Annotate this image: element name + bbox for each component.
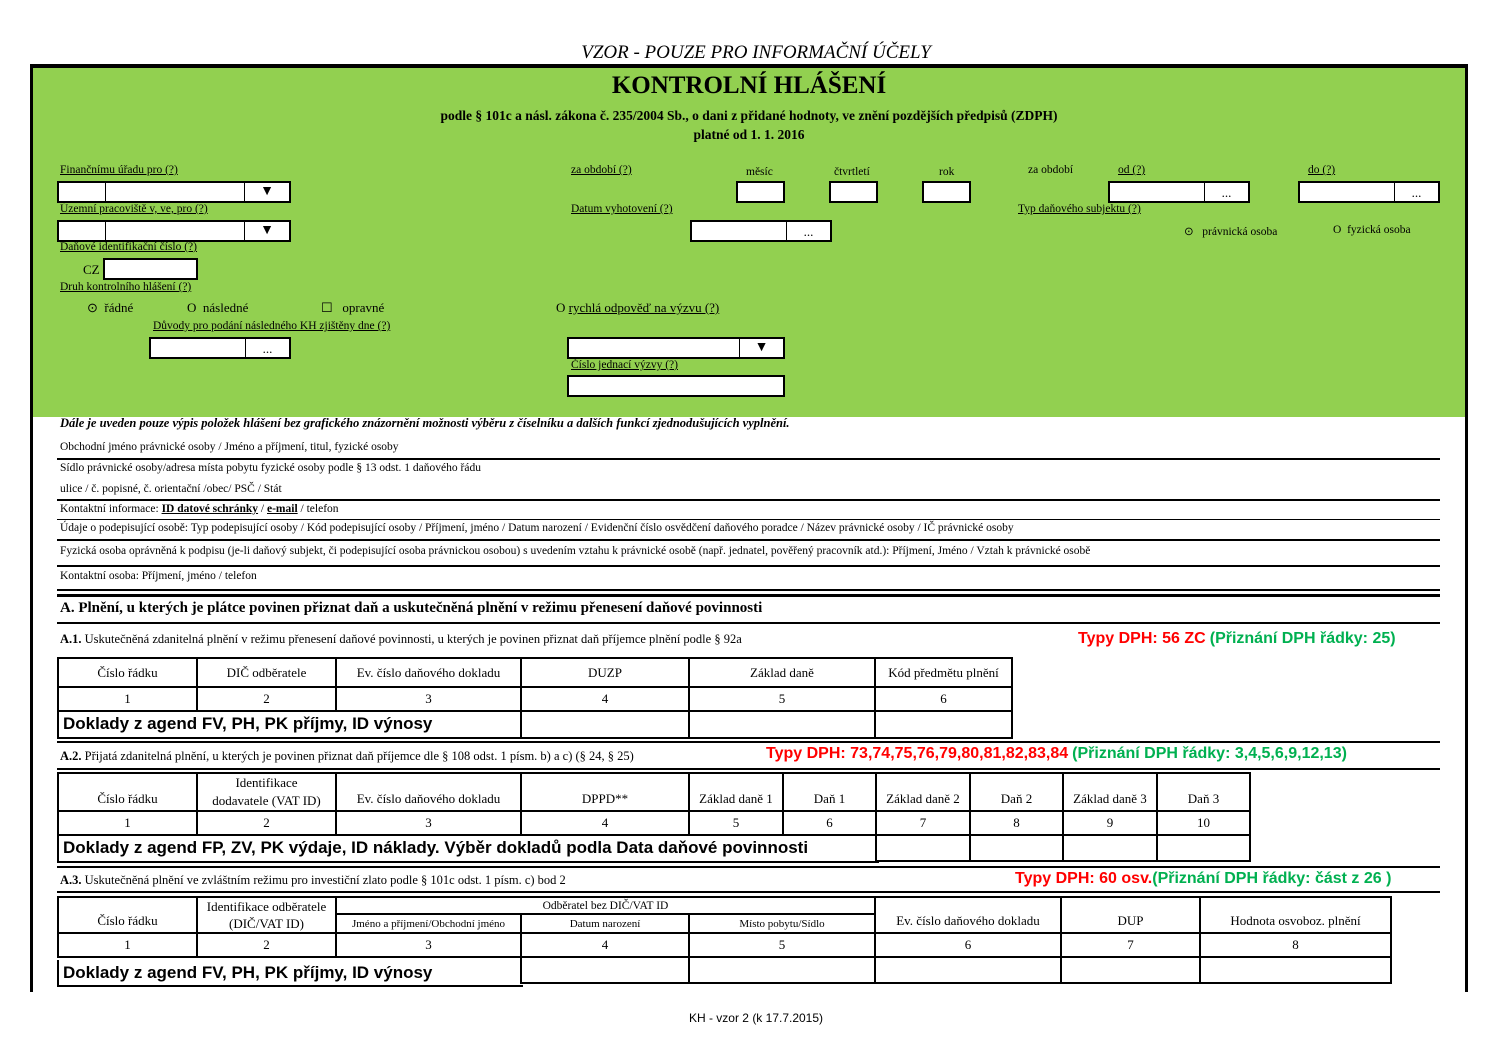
od-date-input[interactable] [1110,183,1204,201]
a1-banner-border [57,712,59,739]
contact-sep: / [258,503,267,515]
up-name-field[interactable] [106,222,245,240]
a2-col-number: 1 [58,811,197,835]
info-line-authorized: Fyzická osoba oprávněná k podpisu (je-li daňový subjekt, či podepisující osoba právnickou osobou) s uvedením vztahu k právnické osobě (např. jednatel, pověřený pracovník atd.): Příjmení, Jméno / Vztah k právnické osobě [60,545,1091,557]
fu-dropdown[interactable] [57,181,291,203]
obdobi2-label: za období [1028,164,1074,176]
contact-suffix: / telefon [297,503,339,515]
a3-data-cell[interactable] [1200,957,1391,983]
a3-vat-types-green: (Přiznání DPH řádky: část z 26 ) [1152,870,1392,887]
a2-header-cell: Daň 2 [970,773,1063,811]
date-picker-button[interactable]: ... [245,339,289,357]
radio-empty-icon[interactable]: O [1333,224,1342,236]
divider [57,519,1440,520]
ctvrtleti-label: čtvrtletí [834,166,870,178]
radio-fyzicka[interactable] [1333,224,1411,236]
a3-banner-border [57,960,59,987]
up-code-field[interactable] [59,222,106,240]
a3-header-cell: Číslo řádku [58,897,197,933]
duvody-label[interactable]: Důvody pro podání následného KH zjištěny dne (?) [153,320,391,332]
info-line-name: Obchodní jméno právnické osoby / Jméno a příjmení, titul, fyzické osoby [60,441,399,453]
vyhotoveni-date-input[interactable] [692,222,786,240]
divider [57,741,1440,743]
dic-label[interactable]: Daňové identifikační číslo (?) [60,241,197,253]
info-line-contact [60,503,339,515]
a2-vat-types [766,745,1347,763]
mesic-input[interactable] [736,181,785,203]
a1-col-number: 6 [875,687,1012,711]
a1-vat-types-green: (Přiznání DPH řádky: 25) [1209,630,1396,647]
form-title: KONTROLNÍ HLÁŠENÍ [611,72,887,99]
vyhotoveni-label[interactable]: Datum vyhotovení (?) [571,203,673,215]
a1-vat-types-red: Typy DPH: 56 ZC [1078,630,1206,647]
sample-caption: VZOR - POUZE PRO INFORMAČNÍ ÚČELY [581,42,931,63]
a2-header-cell: Daň 3 [1157,773,1250,811]
divider [57,458,1440,460]
fu-label[interactable]: Finančnímu úřadu pro (?) [60,164,178,176]
a2-data-cell[interactable] [1157,835,1250,861]
do-date-field[interactable] [1298,181,1440,203]
chevron-down-icon[interactable]: ▼ [754,340,769,355]
a1-data-cell[interactable] [689,711,875,738]
a2-col-number: 7 [876,811,970,835]
a2-header-cell [197,773,336,811]
a2-header-line: Identifikace [235,775,298,790]
a2-header-cell: Číslo řádku [58,773,197,811]
a1-data-cell[interactable] [521,711,689,738]
radio-radne[interactable] [87,300,133,316]
info-line-seat: Sídlo právnické osoby/adresa místa pobytu fyzické osoby podle § 13 odst. 1 daňového řádu [60,462,481,474]
obdobi-label[interactable]: za období (?) [571,164,632,176]
a3-header-line: Identifikace odběratele [206,898,327,914]
vyhotoveni-date-field[interactable] [690,220,832,242]
a3-heading [60,873,566,888]
radio-label: řádné [104,300,134,315]
a2-data-cell[interactable] [876,835,970,861]
a3-code: A.3. [60,873,82,887]
a1-banner-border [57,737,523,739]
divider [57,768,1440,770]
a2-col-number: 9 [1063,811,1157,835]
od-label[interactable]: od (?) [1118,164,1146,176]
dic-input[interactable] [103,258,198,280]
do-date-input[interactable] [1300,183,1394,201]
a1-header-cell: Ev. číslo daňového dokladu [336,658,521,687]
a2-col-number: 8 [970,811,1063,835]
a2-banner-border [57,836,59,863]
info-note: Dále je uveden pouze výpis položek hlášení bez grafického znázornění možnosti výběru z číselníku a dalších funkcí zjednodušujících vyplnění. [60,416,790,430]
a1-heading [60,632,742,647]
divider [57,499,1440,501]
a2-col-number: 4 [521,811,689,835]
a2-header-cell: Základ daně 2 [876,773,970,811]
fu-name-field[interactable] [106,183,245,201]
a2-banner-border [57,861,879,863]
a3-data-cell[interactable] [689,957,875,983]
date-picker-button[interactable]: ... [1204,183,1248,201]
a3-header-cell [197,897,336,933]
a3-col-number: 1 [58,933,197,957]
a2-banner: Doklady z agend FP, ZV, PK výdaje, ID náklady. Výběr dokladů podla Data daňové povinnosti [63,838,809,857]
rok-label: rok [939,166,955,178]
cislo-jednaci-input[interactable] [567,375,785,397]
radio-selected-icon[interactable]: ⊙ [1184,226,1194,238]
info-line-address: ulice / č. popisné, č. orientační /obec/ PSČ / Stát [60,483,282,495]
a3-header-line: (DIČ/VAT ID) [229,915,304,931]
a3-header-cell: Ev. číslo daňového dokladu [875,897,1061,933]
contact-databox-link[interactable]: ID datové schránky [161,503,259,515]
a1-code: A.1. [60,632,82,646]
radio-selected-icon[interactable]: ⊙ [87,300,98,315]
a1-text: Uskutečněná zdanitelná plnění v režimu přenesení daňové povinnosti, u kterých je povinen přiznat daň příjemce plnění podle § 92a [81,632,742,646]
rychla-label: rychlá odpověď na výzvu (?) [568,300,720,315]
a1-col-number: 2 [197,687,336,711]
a1-col-number: 5 [689,687,875,711]
a2-data-cell[interactable] [970,835,1063,861]
date-picker-button[interactable]: ... [786,222,830,240]
a2-col-number: 3 [336,811,521,835]
a2-header-cell: Ev. číslo daňového dokladu [336,773,521,811]
a3-banner: Doklady z agend FV, PH, PK příjmy, ID výnosy [63,963,433,982]
page-footer: KH - vzor 2 (k 17.7.2015) [688,1011,824,1025]
typ-label[interactable]: Typ daňového subjektu (?) [1018,203,1141,215]
a3-header-cell: Hodnota osvoboz. plnění [1200,897,1391,933]
info-line-contact-person: Kontaktní osoba: Příjmení, jméno / telefon [60,570,257,582]
a1-vat-types [1078,630,1396,648]
a2-header-cell: Základ daně 1 [689,773,783,811]
radio-label: fyzická osoba [1347,224,1411,236]
a3-vat-types [1015,870,1391,888]
a3-col-number: 3 [336,933,521,957]
a2-vat-types-green: (Přiznání DPH řádky: 3,4,5,6,9,12,13) [1072,745,1347,762]
contact-prefix: Kontaktní informace: [60,503,162,515]
subtitle-law: podle § 101c a násl. zákona č. 235/2004 Sb., o dani z přidané hodnoty, ve znění pozdějších předpisů (ZDPH) [440,108,1058,123]
radio-label: právnická osoba [1202,226,1278,238]
subtitle-validity: platné od 1. 1. 2016 [693,127,805,142]
divider [57,565,1440,567]
a2-vat-types-red: Typy DPH: 73,74,75,76,79,80,81,82,83,84 [766,745,1069,762]
section-a-title: A. Plnění, u kterých je plátce povinen přiznat daň a uskutečněná plnění v režimu přenesení daňové povinnosti [60,600,763,616]
a3-col-number: 2 [197,933,336,957]
rychla-dropdown[interactable] [567,337,785,359]
a2-data-cell[interactable] [1063,835,1157,861]
divider [57,594,1440,597]
a3-col-number: 4 [521,933,689,957]
duvody-date-input[interactable] [151,339,245,357]
a3-col-number: 8 [1200,933,1391,957]
ctvrtleti-input[interactable] [829,181,878,203]
a3-col-number: 7 [1061,933,1200,957]
fu-code-field[interactable] [59,183,106,201]
a3-header-cell: Místo pobytu/Sídlo [689,914,875,933]
checkbox-label: opravné [342,300,385,315]
a2-header-cell: Základ daně 3 [1063,773,1157,811]
info-line-signatory: Údaje o podepisující osobě: Typ podepisující osoby / Kód podepisující osoby / Příjmení, jméno / Datum narození / Evidenční číslo osvědčení daňového poradce / Název právnické osoby / IČ právnické osoby [60,522,1014,534]
divider [57,539,1440,541]
a2-code: A.2. [60,749,82,763]
a3-header-cell: Datum narození [521,914,689,933]
up-dropdown[interactable] [57,220,291,242]
mesic-label: měsíc [746,166,773,178]
dic-prefix: CZ [83,262,100,277]
a2-col-number: 6 [783,811,876,835]
divider [57,891,1440,893]
contact-email-link[interactable]: e-mail [267,503,298,515]
a1-header-cell: Číslo řádku [58,658,197,687]
a3-text: Uskutečněná plnění ve zvláštním režimu pro investiční zlato podle § 101c odst. 1 písm. c) bod 2 [81,873,566,887]
radio-rychla[interactable] [556,300,719,316]
a1-header-cell: Základ daně [689,658,875,687]
a1-col-number: 1 [58,687,197,711]
a1-col-number: 3 [336,687,521,711]
divider [57,622,1440,624]
divider [57,866,1440,868]
a2-heading [60,749,634,764]
do-label[interactable]: do (?) [1308,164,1336,176]
a1-data-cell[interactable] [875,711,1012,738]
druh-label[interactable]: Druh kontrolního hlášení (?) [60,281,192,293]
rychla-select-field[interactable] [569,339,740,357]
a2-header-cell: Daň 1 [783,773,876,811]
date-picker-button[interactable]: ... [1394,183,1438,201]
checkbox-opravne[interactable] [321,300,384,316]
radio-empty-icon[interactable]: O [556,300,566,315]
radio-empty-icon[interactable]: O [187,300,197,315]
a3-col-number: 5 [689,933,875,957]
a3-col-number: 6 [875,933,1061,957]
divider [57,589,1440,591]
a3-data-cell[interactable] [875,957,1061,983]
a2-col-number: 5 [689,811,783,835]
cislo-jednaci-label[interactable]: Číslo jednací výzvy (?) [571,359,678,371]
up-label[interactable]: Územní pracoviště v, ve, pro (?) [60,203,208,215]
rok-input[interactable] [922,181,971,203]
form-subtitle [33,106,1465,144]
a2-col-number: 2 [197,811,336,835]
a3-header-group: Odběratel bez DIČ/VAT ID [336,897,875,914]
checkbox-icon[interactable]: ☐ [321,300,333,315]
chevron-down-icon[interactable]: ▼ [260,184,274,199]
a1-col-number: 4 [521,687,689,711]
od-date-field[interactable] [1108,181,1250,203]
a3-data-cell[interactable] [521,957,689,983]
a3-header-cell: DUP [1061,897,1200,933]
radio-label: následné [202,300,249,315]
a1-banner: Doklady z agend FV, PH, PK příjmy, ID výnosy [63,714,433,733]
radio-pravnicka[interactable] [1184,224,1277,238]
a3-data-cell[interactable] [1061,957,1200,983]
duvody-date-field[interactable] [149,337,291,359]
a2-header-line: dodavatele (VAT ID) [212,793,321,808]
a3-header-cell: Jméno a příjmení/Obchodní jméno [336,914,521,933]
a1-header-cell: DIČ odběratele [197,658,336,687]
a1-header-cell: DUZP [521,658,689,687]
chevron-down-icon[interactable]: ▼ [260,223,274,238]
a3-vat-types-red: Typy DPH: 60 osv. [1015,870,1153,887]
a1-header-cell: Kód předmětu plnění [875,658,1012,687]
a2-text: Přijatá zdanitelná plnění, u kterých je povinen přiznat daň příjemce dle § 108 odst. 1 písm. b) a c) (§ 24, § 25) [81,749,634,763]
a2-header-cell: DPPD** [521,773,689,811]
a2-col-number: 10 [1157,811,1250,835]
radio-nasledne[interactable] [187,300,248,316]
a3-banner-border [57,985,523,987]
